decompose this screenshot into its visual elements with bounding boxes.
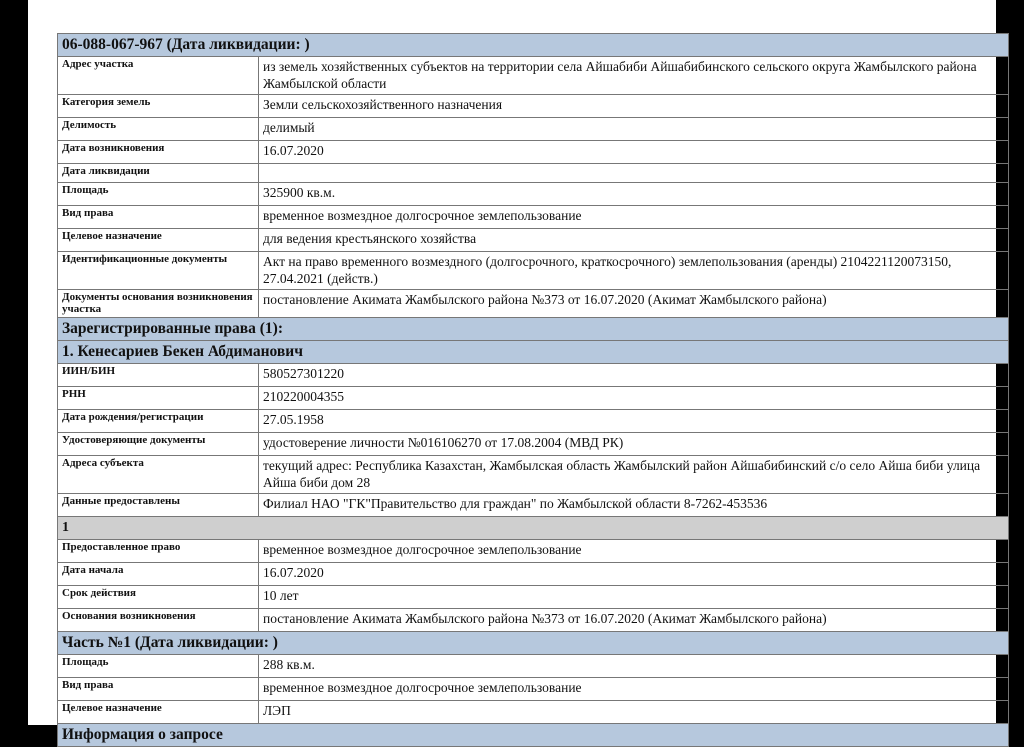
field-label: Дата ликвидации xyxy=(58,164,259,183)
table-row xyxy=(58,118,1009,141)
field-label: РНН xyxy=(58,387,259,410)
field-label: Основания возникновения xyxy=(58,609,259,632)
table-row xyxy=(58,206,1009,229)
field-value: 325900 кв.м. xyxy=(259,183,1009,206)
field-value: временное возмездное долгосрочное землепользование xyxy=(259,540,1009,563)
field-label: Адрес участка xyxy=(58,57,259,95)
section-header-row xyxy=(58,34,1009,57)
field-label: Вид права xyxy=(58,206,259,229)
section-header-row xyxy=(58,632,1009,655)
table-row xyxy=(58,95,1009,118)
field-label: Целевое назначение xyxy=(58,701,259,724)
table-row xyxy=(58,701,1009,724)
field-value: из земель хозяйственных субъектов на территории села Айшабиби Айшабибинского сельского округа Жамбылского района Жамбылской области xyxy=(259,57,1009,95)
field-label: Категория земель xyxy=(58,95,259,118)
field-value: 580527301220 xyxy=(259,364,1009,387)
table-row xyxy=(58,164,1009,183)
field-value: текущий адрес: Республика Казахстан, Жамбылская область Жамбылский район Айшабибинский с/о село Айша биби улица Айша биби дом 28 xyxy=(259,456,1009,494)
field-value: постановление Акимата Жамбылского района №373 от 16.07.2020 (Акимат Жамбылского района) xyxy=(259,290,1009,318)
field-value: ЛЭП xyxy=(259,701,1009,724)
section-header-row xyxy=(58,341,1009,364)
registered-rights-header: Зарегистрированные права (1): xyxy=(58,318,1009,341)
field-value: для ведения крестьянского хозяйства xyxy=(259,229,1009,252)
table-row xyxy=(58,609,1009,632)
table-row xyxy=(58,290,1009,318)
field-value: постановление Акимата Жамбылского района №373 от 16.07.2020 (Акимат Жамбылского района) xyxy=(259,609,1009,632)
field-label: Дата рождения/регистрации xyxy=(58,410,259,433)
field-label: Документы основания возникновения участка xyxy=(58,290,259,318)
field-label: Площадь xyxy=(58,655,259,678)
field-value: Земли сельскохозяйственного назначения xyxy=(259,95,1009,118)
field-label: Срок действия xyxy=(58,586,259,609)
table-row xyxy=(58,540,1009,563)
field-value: делимый xyxy=(259,118,1009,141)
part-header: Часть №1 (Дата ликвидации: ) xyxy=(58,632,1009,655)
field-value: 288 кв.м. xyxy=(259,655,1009,678)
owner-name-header: 1. Кенесариев Бекен Абдиманович xyxy=(58,341,1009,364)
field-label: Вид права xyxy=(58,678,259,701)
field-label: Дата возникновения xyxy=(58,141,259,164)
table-row xyxy=(58,410,1009,433)
field-value: временное возмездное долгосрочное землепользование xyxy=(259,678,1009,701)
field-value: 16.07.2020 xyxy=(259,563,1009,586)
request-info-header: Информация о запросе xyxy=(58,724,1009,747)
field-value: удостоверение личности №016106270 от 17.08.2004 (МВД РК) xyxy=(259,433,1009,456)
field-value: Акт на право временного возмездного (долгосрочного, краткосрочного) землепользования (аренды) 2104221120073150, 27.04.2021 (действ.) xyxy=(259,252,1009,290)
table-row xyxy=(58,252,1009,290)
table-row xyxy=(58,433,1009,456)
field-value: 16.07.2020 xyxy=(259,141,1009,164)
right-number-header: 1 xyxy=(58,517,1009,540)
table-row xyxy=(58,586,1009,609)
field-label: Делимость xyxy=(58,118,259,141)
section-header-row xyxy=(58,517,1009,540)
table-row xyxy=(58,563,1009,586)
field-value: Филиал НАО "ГК"Правительство для граждан" по Жамбылской области 8-7262-453536 xyxy=(259,494,1009,517)
table-row xyxy=(58,57,1009,95)
table-row xyxy=(58,678,1009,701)
field-label: Адреса субъекта xyxy=(58,456,259,494)
field-value: 10 лет xyxy=(259,586,1009,609)
table-row xyxy=(58,387,1009,410)
table-row xyxy=(58,183,1009,206)
table-row xyxy=(58,494,1009,517)
field-value: 210220004355 xyxy=(259,387,1009,410)
table-row xyxy=(58,229,1009,252)
table-row xyxy=(58,655,1009,678)
field-label: Удостоверяющие документы xyxy=(58,433,259,456)
field-value xyxy=(259,164,1009,183)
field-label: Предоставленное право xyxy=(58,540,259,563)
cadastral-number-header: 06-088-067-967 (Дата ликвидации: ) xyxy=(58,34,1009,57)
field-label: Целевое назначение xyxy=(58,229,259,252)
field-label: ИИН/БИН xyxy=(58,364,259,387)
land-record-table xyxy=(57,33,1009,747)
table-row xyxy=(58,456,1009,494)
table-row xyxy=(58,364,1009,387)
document-page xyxy=(28,0,996,743)
field-value: 27.05.1958 xyxy=(259,410,1009,433)
field-label: Данные предоставлены xyxy=(58,494,259,517)
section-header-row xyxy=(58,724,1009,747)
field-label: Идентификационные документы xyxy=(58,252,259,290)
section-header-row xyxy=(58,318,1009,341)
field-label: Площадь xyxy=(58,183,259,206)
field-value: временное возмездное долгосрочное землепользование xyxy=(259,206,1009,229)
field-label: Дата начала xyxy=(58,563,259,586)
table-row xyxy=(58,141,1009,164)
